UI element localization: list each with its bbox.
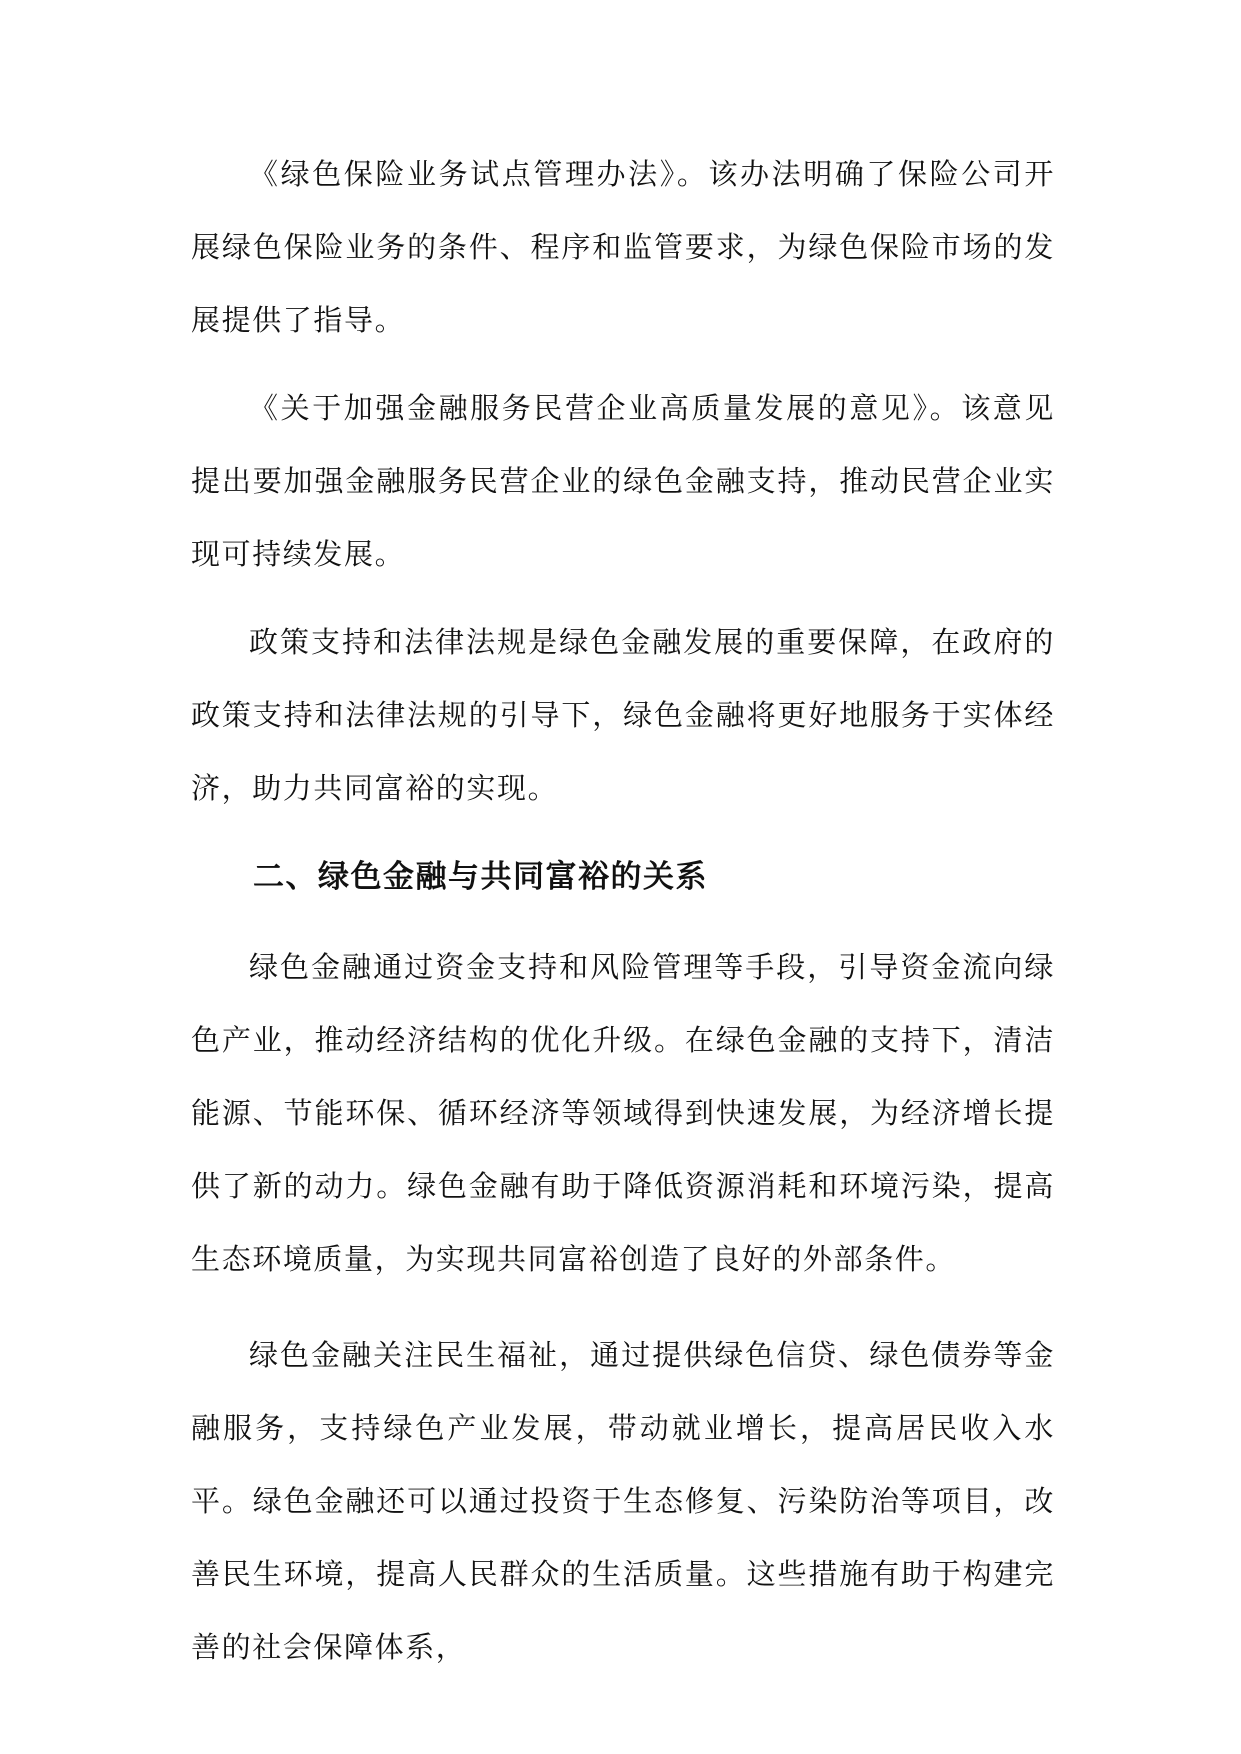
paragraph-private-enterprise-opinion: 《关于加强金融服务民营企业高质量发展的意见》。该意见提出要加强金融服务民营企业的绿色金融支持，推动民营企业实现可持续发展。 xyxy=(191,391,1055,571)
paragraph-green-finance-economy: 绿色金融通过资金支持和风险管理等手段，引导资金流向绿色产业，推动经济结构的优化升级。在绿色金融的支持下，清洁能源、节能环保、循环经济等领域得到快速发展，为经济增长提供了新的动力。绿色金融有助于降低资源消耗和环境污染，提高生态环境质量，为实现共同富裕创造了良好的外部条件。 xyxy=(191,950,1055,1276)
section-heading: 二、绿色金融与共同富裕的关系 xyxy=(253,859,708,895)
paragraph-green-insurance-measures: 《绿色保险业务试点管理办法》。该办法明确了保险公司开展绿色保险业务的条件、程序和监管要求，为绿色保险市场的发展提供了指导。 xyxy=(191,157,1055,337)
paragraph-green-finance-livelihood: 绿色金融关注民生福祉，通过提供绿色信贷、绿色债券等金融服务，支持绿色产业发展，带动就业增长，提高居民收入水平。绿色金融还可以通过投资于生态修复、污染防治等项目，改善民生环境，提高人民群众的生活质量。这些措施有助于构建完善的社会保障体系， xyxy=(191,1338,1055,1664)
paragraph-policy-support: 政策支持和法律法规是绿色金融发展的重要保障，在政府的政策支持和法律法规的引导下，绿色金融将更好地服务于实体经济，助力共同富裕的实现。 xyxy=(191,625,1055,805)
